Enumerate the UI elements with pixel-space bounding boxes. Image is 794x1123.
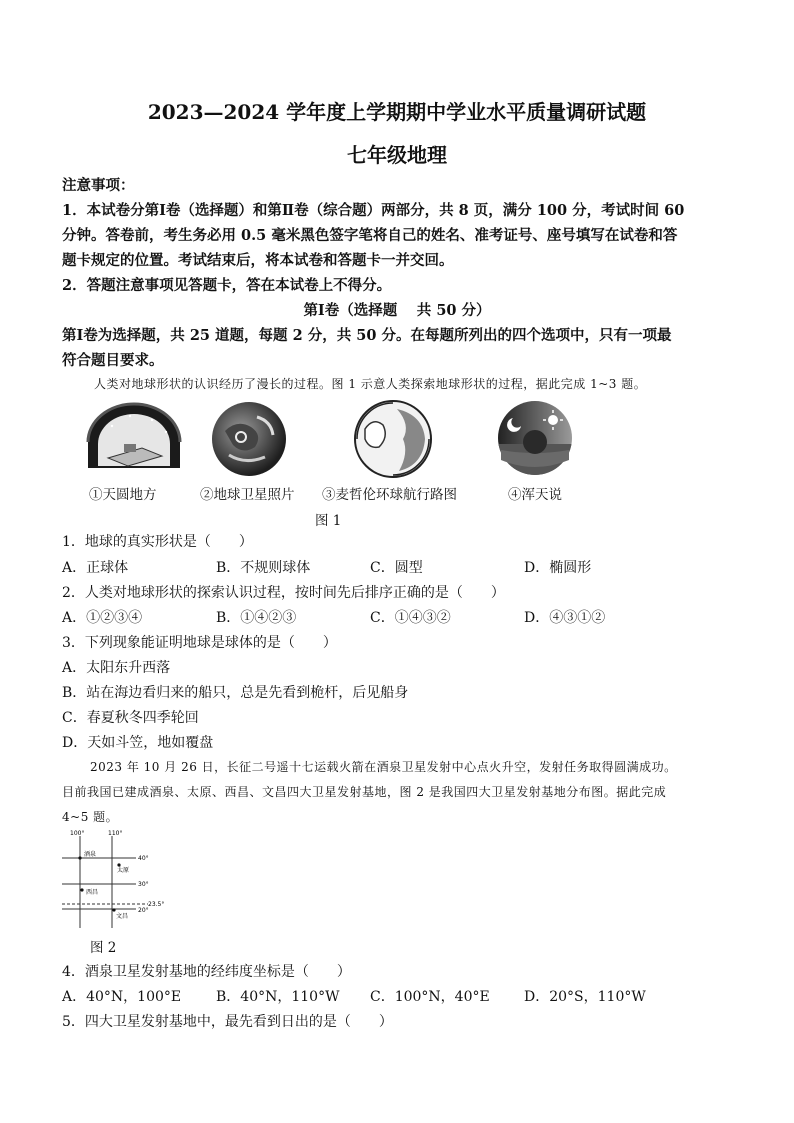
lon-label-110: 110° <box>108 830 123 837</box>
earth-satellite-photo <box>211 401 287 477</box>
q2-stem: 2．人类对地球形状的探索认识过程，按时间先后排序正确的是（ ） <box>62 585 505 601</box>
notice-heading: 注意事项： <box>62 177 135 194</box>
figure1-label: 图 1 <box>315 513 342 529</box>
notice-item1-line2: 分钟。答卷前，考生务必用 0.5 毫米黑色签字笔将自己的姓名、准考证号、座号填写在试卷和答 <box>62 227 678 244</box>
site-label-xichang: 西昌 <box>86 889 99 896</box>
q2-option-b: B．①④②③ <box>216 610 297 626</box>
launch-sites-map <box>62 828 165 934</box>
figure2-label: 图 2 <box>90 940 117 956</box>
q1-option-b: B．不规则球体 <box>216 560 311 576</box>
q1-option-a: A．正球体 <box>62 560 129 576</box>
exam-subtitle: 七年级地理 <box>347 143 447 167</box>
q2-option-d: D．④③①② <box>524 610 606 626</box>
q1-option-c: C．圆型 <box>370 560 423 576</box>
q4-option-c: C．100°N，40°E <box>370 989 490 1005</box>
site-marker-wenchang <box>112 908 115 911</box>
passage1: 人类对地球形状的认识经历了漫长的过程。图 1 示意人类探索地球形状的过程，据此完成 1~3 题。 <box>94 377 647 391</box>
q5-stem: 5．四大卫星发射基地中，最先看到日出的是（ ） <box>62 1014 393 1030</box>
site-marker-xichang <box>80 888 83 891</box>
lat-label-30: 30° <box>138 881 149 888</box>
q1-stem: 1．地球的真实形状是（ ） <box>62 534 253 550</box>
site-marker-jiuquan <box>78 856 81 859</box>
passage2-line1: 2023 年 10 月 26 日，长征二号遥十七运载火箭在酒泉卫星发射中心点火升空，发射任务取得圆满成功。 <box>90 760 677 774</box>
exam-title: 2023—2024 学年度上学期期中学业水平质量调研试题 <box>147 100 647 124</box>
figure1-caption-1: ①天圆地方 <box>89 487 157 503</box>
section1-heading: 第Ⅰ卷（选择题 共 50 分） <box>303 302 491 319</box>
section1-intro-line1: 第Ⅰ卷为选择题，共 25 道题，每题 2 分，共 50 分。在每题所列出的四个选项中，只有一项最 <box>62 327 672 344</box>
q3-option-d: D．天如斗笠，地如覆盘 <box>62 735 214 751</box>
magellan-route-map <box>353 399 433 479</box>
q3-stem: 3．下列现象能证明地球是球体的是（ ） <box>62 635 337 651</box>
q4-option-b: B．40°N，110°W <box>216 989 340 1005</box>
passage2-line2: 目前我国已建成酒泉、太原、西昌、文昌四大卫星发射基地，图 2 是我国四大卫星发射基地分布图。据此完成 <box>62 785 667 799</box>
section1-intro-line2: 符合题目要求。 <box>62 352 164 369</box>
q4-option-d: D．20°S，110°W <box>524 989 646 1005</box>
q2-option-a: A．①②③④ <box>62 610 143 626</box>
notice-item1-line1: 1．本试卷分第Ⅰ卷（选择题）和第Ⅱ卷（综合题）两部分，共 8 页，满分 100 分，考试时间 60 <box>62 202 685 219</box>
lon-label-100: 100° <box>70 830 85 837</box>
q3-option-b: B．站在海边看归来的船只，总是先看到桅杆，后见船身 <box>62 685 409 701</box>
site-label-jiuquan: 酒泉 <box>84 851 97 858</box>
site-label-wenchang: 文昌 <box>116 913 129 920</box>
q2-option-c: C．①④③② <box>370 610 451 626</box>
lat-label-20: 20° <box>138 907 149 914</box>
lat-label-23-5: 23.5° <box>148 901 165 908</box>
q4-stem: 4．酒泉卫星发射基地的经纬度坐标是（ ） <box>62 964 351 980</box>
notice-item1-line3: 题卡规定的位置。考试结束后，将本试卷和答题卡一并交回。 <box>62 252 454 269</box>
huntian-cosmology-illustration <box>497 400 573 476</box>
figure1-caption-4: ④浑天说 <box>508 487 562 503</box>
q3-option-c: C．春夏秋冬四季轮回 <box>62 710 199 726</box>
notice-item2: 2．答题注意事项见答题卡，答在本试卷上不得分。 <box>62 277 392 294</box>
sky-dome-illustration <box>82 402 186 474</box>
passage2-line3: 4~5 题。 <box>62 810 119 824</box>
q3-option-a: A．太阳东升西落 <box>62 660 171 676</box>
lat-label-40: 40° <box>138 855 149 862</box>
site-label-taiyuan: 太原 <box>117 867 130 874</box>
q1-option-d: D．椭圆形 <box>524 560 592 576</box>
figure1-caption-3: ③麦哲伦环球航行路图 <box>322 487 457 503</box>
figure1-caption-2: ②地球卫星照片 <box>200 487 295 503</box>
q4-option-a: A．40°N，100°E <box>62 989 182 1005</box>
